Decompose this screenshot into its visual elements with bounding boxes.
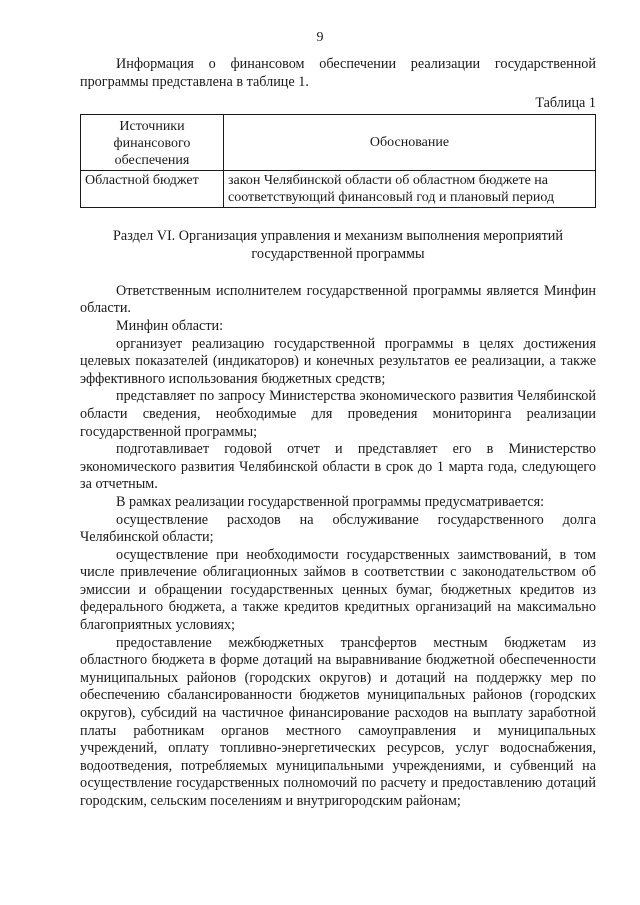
table-row	[81, 170, 596, 207]
financing-table	[80, 114, 596, 208]
paragraph-debt-service: осуществление расходов на обслуживание государственного долга Челябинской области;	[80, 511, 596, 546]
header-reason: Обоснование	[224, 114, 596, 170]
paragraph-annual-report: подготавливает годовой отчет и представляет его в Министерство экономического развития Челябинской области в срок до 1 марта года, следующего за отчетным.	[80, 441, 596, 493]
header-source: Источники финансового обеспечения	[81, 114, 224, 170]
table-header-row	[81, 114, 596, 170]
intro-paragraph: Информация о финансовом обеспечении реализации государственной программы представлена в таблице 1.	[80, 56, 596, 90]
paragraph-borrowings: осуществление при необходимости государственных заимствований, в том числе привлечение облигационных займов в соответствии с законодательством об эмиссии и обращении государственных ценных бумаг, бюджетных кредитов из федерального бюджета, а также кредитов кредитных организаций на максимально благоприятных условиях;	[80, 546, 596, 634]
cell-source: Областной бюджет	[81, 170, 224, 207]
paragraph-submits: представляет по запросу Министерства экономического развития Челябинской области сведения, необходимые для проведения мониторинга реализации государственной программы;	[80, 388, 596, 440]
paragraph-transfers: предоставление межбюджетных трансфертов местным бюджетам из областного бюджета в форме дотаций на выравнивание бюджетной обеспеченности муниципальных районов (городских округов) и дотаций на поддержку мер по обеспечению сбалансированности бюджетов муниципальных районов (городских округов), субсидий на частичное финансирование расходов на выплату заработной платы работникам органов местного самоуправления и муниципальных учреждений, оплату топливно-энергетических ресурсов, услуг водоснабжения, водоотведения, потребляемых муниципальными учреждениями, и субвенций на осуществление государственных полномочий по расчету и предоставлению дотаций городским, сельским поселениям и внутригородским районам;	[80, 634, 596, 809]
paragraph-organizes: организует реализацию государственной программы в целях достижения целевых показателей (индикаторов) и конечных результатов ее реализации, а также эффективного использования бюджетных средств;	[80, 335, 596, 387]
cell-reason: закон Челябинской области об областном бюджете на соответствующий финансовый год и плановый период	[224, 170, 596, 207]
section-title: Раздел VI. Организация управления и механизм выполнения мероприятий государственной программы	[113, 227, 563, 262]
paragraph-responsible: Ответственным исполнителем государственной программы является Минфин области.	[80, 282, 596, 317]
paragraph-minfin: Минфин области:	[116, 317, 224, 334]
paragraph-framework: В рамках реализации государственной программы предусматривается:	[116, 493, 545, 510]
page-number: 9	[316, 30, 324, 45]
page-content	[80, 56, 596, 811]
table-caption: Таблица 1	[535, 95, 596, 112]
body-text	[80, 283, 596, 811]
